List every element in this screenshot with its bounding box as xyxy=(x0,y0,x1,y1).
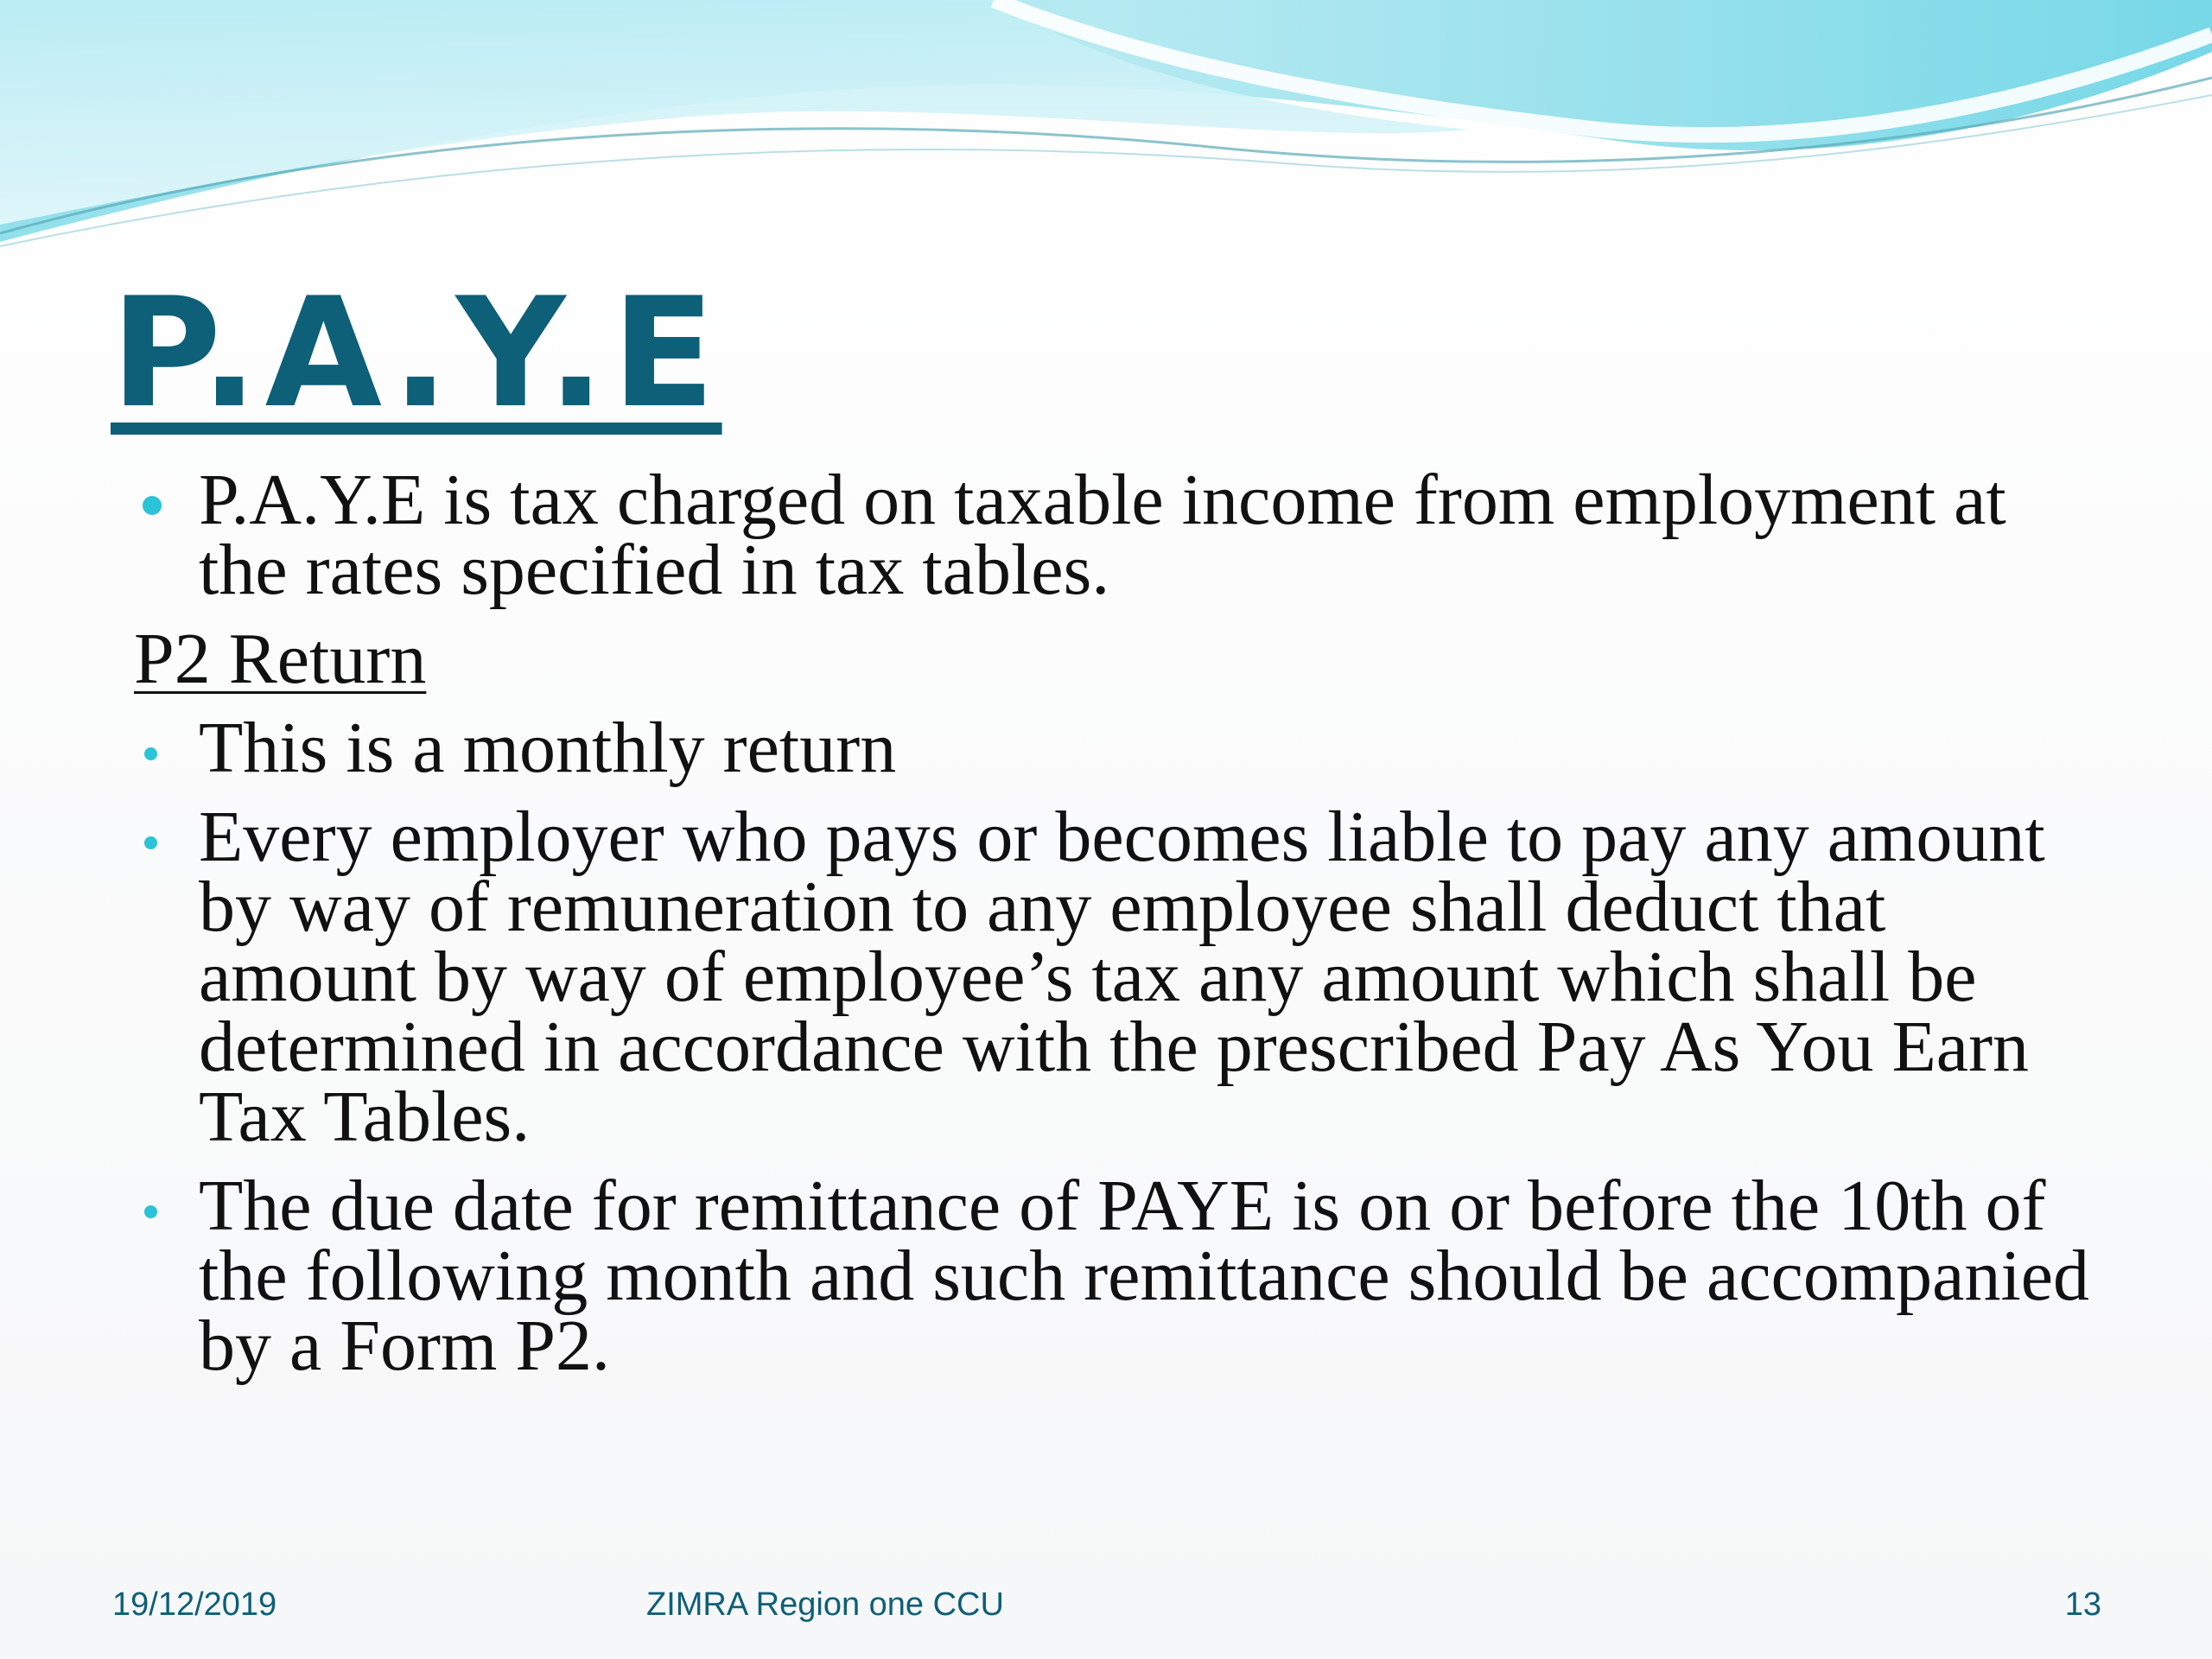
bullet-paye-definition xyxy=(134,460,2113,610)
bullet-text: Every employer who pays or becomes liable to pay any amount by way of remuneration to any employee shall deduct that amount by way of employee’s tax any amount which shall be determined in accordance with the prescribed Pay As You Earn Tax Tables. xyxy=(199,797,2045,1157)
slide-title: P.A.Y.E xyxy=(111,266,722,442)
bullet-due-date xyxy=(134,1166,2113,1386)
bullet-text: P.A.Y.E is tax charged on taxable income from employment at the rates specified in tax tables. xyxy=(199,460,2006,610)
bullet-dot-icon xyxy=(144,747,157,760)
footer-page-number: 13 xyxy=(2064,1586,2101,1623)
bullet-dot-icon xyxy=(144,836,157,849)
bullet-dot-icon xyxy=(144,1205,157,1218)
footer-organization: ZIMRA Region one CCU xyxy=(646,1586,1004,1623)
bullet-employer-deduction xyxy=(134,797,2113,1157)
slide-body xyxy=(134,460,2113,1386)
bullet-monthly-return xyxy=(134,708,2113,788)
footer-date: 19/12/2019 xyxy=(112,1586,277,1623)
subheading-p2-return: P2 Return xyxy=(134,619,427,699)
bullet-text: The due date for remittance of PAYE is on or before the 10th of the following month and such remittance should be accompanied by a Form P2. xyxy=(199,1166,2090,1386)
bullet-dot-icon xyxy=(143,496,162,515)
bullet-text: This is a monthly return xyxy=(199,708,897,788)
header-wave-decoration xyxy=(0,0,2212,259)
